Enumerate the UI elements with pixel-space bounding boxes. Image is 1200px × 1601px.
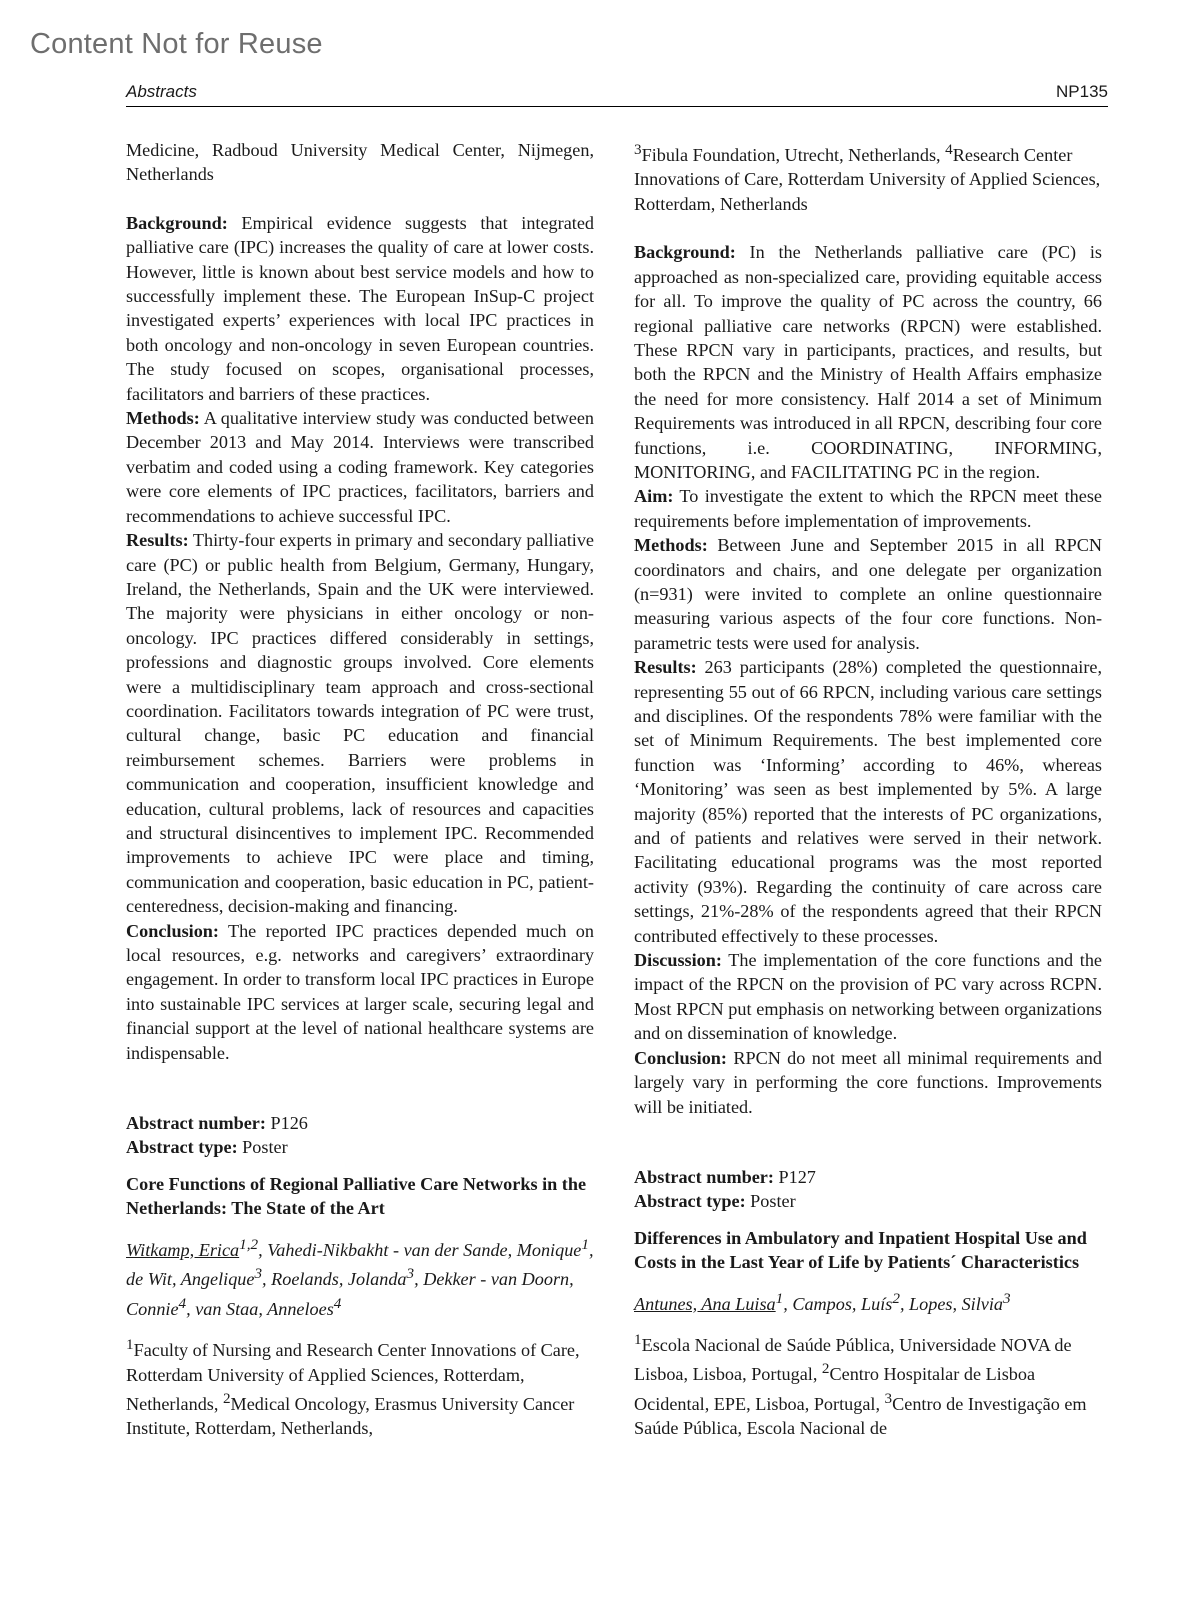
superscript: 3 [254,1265,263,1283]
author-name: , Roelands, Jolanda [262,1269,407,1290]
background-paragraph [126,211,594,406]
abstract-number-label: Abstract number: [634,1166,774,1187]
superscript: 4 [178,1294,187,1312]
affiliation-text: Centro de Investigação em Saúde Pública, Escola Nacional de [634,1394,1087,1439]
discussion-paragraph [634,948,1102,1046]
abstract-type-label: Abstract type: [634,1191,746,1212]
aim-label: Aim: [634,486,674,507]
superscript: 2 [892,1289,900,1307]
abstract-type-value: Poster [745,1191,796,1212]
abstract-title: Core Functions of Regional Palliative Care Networks in the Netherlands: The State of the Art [126,1173,587,1219]
abstract-number [634,1165,1102,1189]
methods-paragraph [126,406,594,528]
author-name: , Campos, Luís [783,1293,893,1314]
presenting-author: Antunes, Ana Luisa [634,1293,776,1314]
affiliation-text: Centro Hospitalar de Lisboa Ocidental, EPE, Lisboa, Portugal, [634,1364,1036,1414]
author-list [126,1233,594,1321]
conclusion-text: RPCN do not meet all minimal requirements and largely vary in performing the core functions. Improvements will be initiated. [634,1047,1102,1117]
aim-text: To investigate the extent to which the RPCN meet these requirements before implementation of improvements. [634,486,1102,531]
abstract-number-value: P126 [265,1113,308,1134]
author-name: , Vahedi-Nikbakht - van der Sande, Monique [258,1239,582,1260]
affiliation-text: Escola Nacional de Saúde Pública, Universidade NOVA de Lisboa, Lisboa, Portugal, [634,1335,1072,1385]
discussion-label: Discussion: [634,950,722,971]
results-label: Results: [126,530,189,551]
methods-label: Methods: [634,535,708,556]
superscript: 2 [821,1360,830,1378]
methods-label: Methods: [126,408,200,429]
superscript: 1 [126,1336,134,1354]
section-title: Abstracts [126,82,197,101]
results-label: Results: [634,657,697,678]
superscript: 4 [945,141,953,158]
author-name: , van Staa, Anneloes [186,1298,334,1319]
author-name: , Lopes, Silvia [899,1293,1004,1314]
results-text: Thirty-four experts in primary and secondary palliative care (PC) or public health from Belgium, Germany, Hungary, Ireland, the Netherlands, Spain and the UK were interviewed. The majority were physicians in either oncology or non-oncology. IPC practices differed considerably in settings, professions and diagnostic groups involved. Core elements were a multidisciplinary team approach and cross-sectional coordination. Facilitators towards integration of PC were trust, cultural change, basic PC education and financial reimbursement schemes. Barriers were problems in communication and cooperation, insufficient knowledge and education, cultural problems, lack of resources and capacities and structural disincentives to implement IPC. Recommended improvements to achieve IPC were place and timing, communication and cooperation, basic education in PC, patient-centeredness, decision-making and financing. [126,530,594,917]
presenting-author: Witkamp, Erica [126,1239,240,1260]
superscript: 4 [333,1294,342,1312]
abstract-number [126,1111,594,1135]
methods-paragraph [634,533,1102,655]
superscript: 3 [406,1265,415,1283]
superscript: 1 [581,1235,589,1253]
affiliation-text: Faculty of Nursing and Research Center Innovations of Care, Rotterdam University of Applied Sciences, Rotterdam, Netherlands, [126,1340,580,1414]
background-text: In the Netherlands palliative care (PC) is approached as non-specialized care, providing equitable access for all. To improve the quality of PC across the country, 66 regional palliative care networks (RPCN) were established. These RPCN vary in participants, practices, and results, but both the RPCN and the Ministry of Health Affairs emphasize the need for more consistency. Half 2014 a set of Minimum Requirements was introduced in all RPCN, describing four core functions, i.e. COORDINATING, INFORMING, MONITORING, and FACILITATING PC in the region. [634,242,1102,482]
abstract-type [634,1189,1102,1213]
abstract-number-value: P127 [773,1166,816,1187]
superscript: 3 [884,1389,893,1407]
affiliation-text: Medical Oncology, Erasmus University Cancer Institute, Rotterdam, Netherlands, [126,1394,575,1439]
superscript: 1 [775,1289,784,1307]
results-paragraph [126,528,594,919]
author-list [634,1287,1102,1316]
running-head [126,80,1108,107]
results-text: 263 participants (28%) completed the questionnaire, representing 55 out of 66 RPCN, including various care settings and disciplines. Of the respondents 78% were familiar with the set of Minimum Requirements. The best implemented core function was ‘Informing’ according to 46%, whereas ‘Monitoring’ was seen as best implemented by 5%. A large majority (85%) reported that the interests of PC organizations, and of patients and relatives were served in their network. Facilitating educational programs was the most reported activity (93%). Regarding the continuity of care across care settings, 21%-28% of the respondents agreed that their RPCN contributed effectively to these processes. [634,657,1102,946]
abstract-type-label: Abstract type: [126,1137,238,1158]
author-name: , de Wit, Angelique [126,1239,594,1290]
affiliation-text: Research Center Innovations of Care, Rotterdam University of Applied Sciences, Rotterdam, Netherlands [634,145,1101,214]
background-label: Background: [126,212,228,233]
author-name: , Dekker - van Doorn, Connie [126,1269,574,1319]
right-column [634,138,1102,1441]
methods-text: A qualitative interview study was conducted between December 2013 and May 2014. Interviews were transcribed verbatim and coded using a coding framework. Key categories were core elements of IPC practices, facilitators, barriers and recommendations to achieve successful IPC. [126,408,594,526]
left-column [126,138,594,1441]
background-text: Empirical evidence suggests that integrated palliative care (IPC) increases the quality of care at lower costs. However, little is known about best service models and how to successfully implement these. The European InSup-C project investigated experts’ experiences with local IPC practices in both oncology and non-oncology in seven European countries. The study focused on scopes, organisational processes, facilitators and barriers of these practices. [126,212,594,404]
superscript: 3 [1003,1289,1011,1307]
page-number: NP135 [1056,82,1108,101]
superscript: 2 [222,1389,231,1407]
affiliation-continued: Medicine, Radboud University Medical Center, Nijmegen, Netherlands [126,140,594,185]
methods-text: Between June and September 2015 in all RPCN coordinators and chairs, and one delegate per organization (n=931) were invited to complete an online questionnaire measuring various aspects of the four core functions. Non-parametric tests were used for analysis. [634,535,1102,653]
superscript: 3 [634,141,642,158]
affiliations [126,1333,594,1441]
abstract-type [126,1135,594,1159]
affiliation-text: Fibula Foundation, Utrecht, Netherlands, [641,145,946,166]
conclusion-paragraph [126,919,594,1065]
conclusion-label: Conclusion: [126,920,219,941]
abstract-number-label: Abstract number: [126,1113,266,1134]
background-paragraph [634,240,1102,484]
abstract-title: Differences in Ambulatory and Inpatient Hospital Use and Costs in the Last Year of Life by Patients´ Characteristics [634,1227,1087,1273]
superscript: 1 [634,1331,642,1348]
affiliation-continued [634,138,1102,216]
results-paragraph [634,655,1102,948]
conclusion-paragraph [634,1046,1102,1119]
watermark-text: Content Not for Reuse [30,28,323,60]
aim-paragraph [634,484,1102,533]
conclusion-label: Conclusion: [634,1047,727,1068]
affiliations [634,1328,1102,1441]
conclusion-text: The reported IPC practices depended much on local resources, e.g. networks and caregivers’ extraordinary engagement. In order to transform local IPC practices in Europe into sustainable IPC services at larger scale, securing legal and financial support at the level of national healthcare systems are indispensable. [126,920,594,1063]
background-label: Background: [634,242,736,263]
abstract-type-value: Poster [237,1137,288,1158]
discussion-text: The implementation of the core functions and the impact of the RPCN on the provision of PC vary across RCPN. Most RPCN put emphasis on networking between organizations and on dissemination of knowledge. [634,950,1102,1044]
superscript: 1,2 [239,1235,259,1253]
